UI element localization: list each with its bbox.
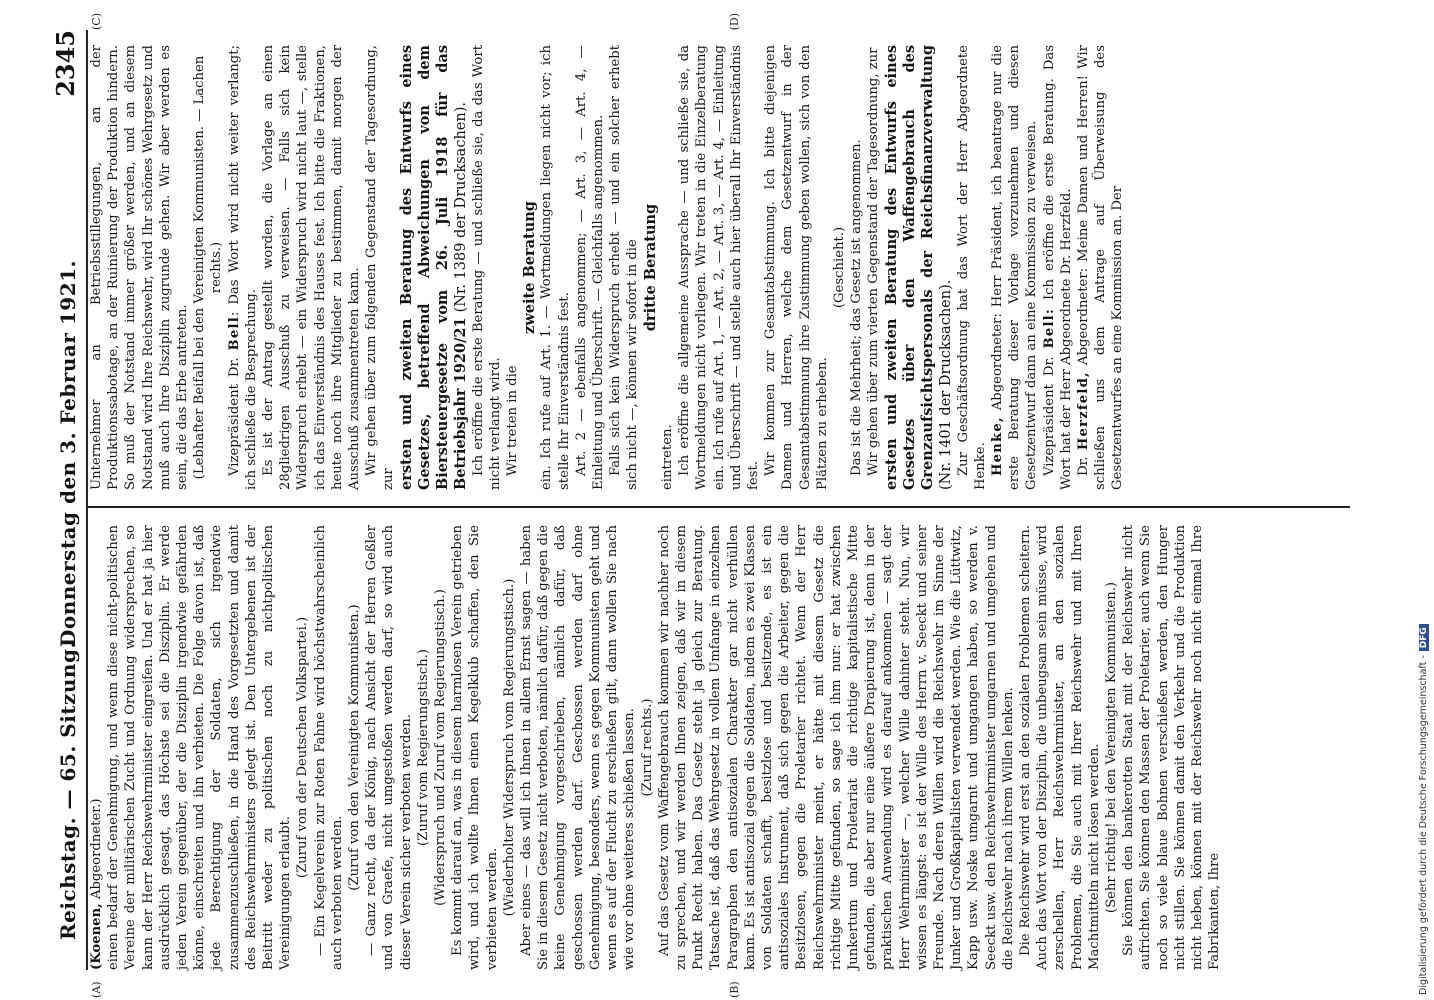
section-mark-d: (D) <box>728 13 741 31</box>
paragraph: Das ist die Mehrheit; das Gesetz ist angenommen. <box>849 139 865 476</box>
interjection: (Zuruf von der Deutschen Volkspartei.) <box>295 616 311 879</box>
agenda-reference: (Nr. 1401 der Drucksachen). <box>937 279 954 490</box>
speaker-name: Bell: <box>1041 308 1057 349</box>
column-divider <box>88 506 1350 508</box>
speech-text: Abgeordneter: Herr Präsident, ich beantrage nur die erste Beratung dieser Vorlage vorzunehmen und diesen Gesetzentwurf dann an eine Kommission zu verweisen. <box>989 45 1040 490</box>
agenda-title: ersten und zweiten Beratung des Entwurfs eines Gesetzes über den Waffengebrauch des Grenzaufsichtspersonals der Reichsfinanzverwaltung <box>882 45 936 490</box>
column-right <box>88 13 1360 490</box>
speaker-paragraph: Vizepräsident Dr. Bell: Das Wort wird nicht weiter verlangt; ich schließe die Besprechung. <box>226 45 259 490</box>
paragraph: Es ist der Antrag gestellt worden, die Vorlage an einen 28gliedrigen Ausschuß zu verweisen. — Falls sich kein Widerspruch erhebt — ein Widerspruch wird nicht laut —, stelle ich das Einverständnis des Hauses fest. Ich bitte die Fraktionen, heute noch ihre Mitglieder zu bestimmen, damit morgen der Ausschuß zusammentreten kann. <box>261 45 363 490</box>
paragraph: eintreten. <box>659 424 675 490</box>
dfg-logo: DFG <box>1419 624 1429 651</box>
speaker-paragraph <box>1075 45 1127 490</box>
credit-text: Digitalisierung gefördert durch die Deutsche Forschungsgemeinschaft - <box>1418 655 1429 995</box>
speaker-line <box>88 525 105 970</box>
speaker-title: Dr. <box>1075 456 1091 476</box>
interjection: (Zuruf vom Regierungstisch.) <box>415 649 431 846</box>
paragraph: einen bedarf der Genehmigung, und wenn diese nicht-politischen Vereine der militärischen Zucht und Ordnung widersprechen, so kann der Herr Reichswehrminister eingreifen. Und er hat ja hier ausdrücklich gesagt, das Höchste sei die Disziplin. Er werde jeden Verein gegenüber, der die Disziplin irgendwie gefährden könne, einschreiten und ihn verbieten. Die Folge davon ist, daß jede Berechtigung der Soldaten, sich irgendwie zusammenzuschließen, in die Hand des Vorgesetzten und damit des Reichswehrministers gelegt ist. Den Untergebenen ist der Beitritt weder zu politischen noch zu nichtpolitischen Vereinigungen erlaubt. <box>106 525 294 970</box>
rotated-document-page <box>30 0 1360 1000</box>
paragraph: Ich eröffne die allgemeine Aussprache — und schließe sie, da Wortmeldungen nicht vorliegen. Wir treten in die Einzelberatung ein. Ich rufe auf Art. 1, — Art. 2, — Art. 3, — Art. 4, — Einleitung und Überschrift — und stelle auch hier überall Ihr Einverständnis fest. <box>677 45 761 490</box>
speaker-title: Vizepräsident Dr. <box>226 357 242 476</box>
speech-text: Ich eröffne die erste Beratung. Das Wort hat der Herr Abgeordnete Dr. Herzfeld. <box>1041 45 1074 490</box>
digitization-credit <box>1418 624 1429 995</box>
section-mark-c: (C) <box>90 13 103 30</box>
interjection: (Wiederholter Widerspruch vom Regierungstisch.) <box>501 578 517 917</box>
paragraph: Art. 2 — ebenfalls angenommen; — Art. 3, — Art. 4, — Einleitung und Überschrift. — Gleichfalls angenommen. <box>573 45 607 490</box>
speaker-name: (Koenen, <box>89 903 104 970</box>
paragraph: Wir treten in die <box>505 365 521 476</box>
header-session: Reichstag. — 65. Sitzung. <box>56 641 80 940</box>
speaker-paragraph <box>989 45 1041 490</box>
speaker-name: Bell <box>226 316 242 351</box>
section-heading: zweite Beratung <box>521 201 539 334</box>
paragraph: Ich eröffne die erste Beratung — und schließe sie, da das Wort nicht verlangt wird. <box>470 45 503 490</box>
speech-text: Das Wort wird nicht weiter verlangt; ich schließe die Besprechung. <box>226 45 259 490</box>
agenda-reference: (Nr. 1389 der Drucksachen). <box>452 102 469 313</box>
paragraph: Zur Geschäftsordnung hat das Wort der Herr Abgeordnete Henke. <box>955 45 988 490</box>
paragraph: Sie können den bankerotten Staat mit der Reichswehr nicht aufrichten. Sie können den Massen der Proletarier, auch wenn Sie noch so viele blaue Bohnen verschießen werden, den Hunger nicht stillen. Sie können damit den Verkehr und die Produktion nicht heben, können mit der Reichswehr noch nicht einmal Ihre Fabrikanten, Ihre <box>1121 525 1223 970</box>
text-columns <box>88 13 1360 998</box>
header-date: Donnerstag den 3. Februar 1921. <box>56 260 80 647</box>
interjection: (Zuruf rechts.) <box>639 698 655 797</box>
page-header <box>38 30 88 970</box>
speaker-paragraph <box>1041 45 1075 490</box>
paragraph: Wir gehen über zum folgenden Gegenstand der Tagesordnung, zur <box>364 45 397 490</box>
interjection: (Zuruf von den Vereinigten Kommunisten.) <box>347 604 363 891</box>
agenda-title: ersten und zweiten Beratung des Entwurfs eines Gesetzes, betreffend Abweichungen von dem Biersteuergesetze vom 26. Juli 1918 für das Betriebsjahr 1920/21 <box>397 45 469 490</box>
paragraph: Falls sich kein Widerspruch erhebt — und ein solcher erhebt sich nicht —, können wir sofort in die <box>608 45 641 490</box>
agenda-item-heading <box>398 45 470 490</box>
column-left <box>88 525 1360 998</box>
paragraph: Es kommt darauf an, was in diesem harmlosen Verein getrieben wird, und ich wollte Ihnen einen Kegelklub schaffen, den Sie verbieten werden. <box>450 525 500 970</box>
paragraph: Unternehmer an Betriebsstillegungen, an der Produktionssabotage, an der Ruinierung der Produktion hindern. So muß der Notstand immer größer werden, und an diesem Notstand wird Ihre Reichswehr, wird Ihr schönes Wehrgesetz und muß auch Ihre Disziplin zugrunde gehen. Wir aber werden es sein, die das Erbe antreten. <box>89 45 191 490</box>
interjection: (Sehr richtig! bei den Vereinigten Kommunisten.) <box>1103 581 1119 914</box>
paragraph: ein. Ich rufe auf Art. 1. — Wortmeldungen liegen nicht vor; ich stelle Ihr Einverständnis fest. <box>539 45 572 490</box>
paragraph: Aber eines — das will ich Ihnen in allem Ernst sagen — haben Sie in diesem Gesetz nicht verboten, nämlich dafür, daß gegen die keine Genehmigung vorgeschrieben, nämlich dafür, daß geschossen werden darf. Geschossen werden darf ohne Genehmigung, besonders, wenn es gegen Kommunisten geht und wenn es auf der Flucht zu erschießen gilt, dann wollen Sie nach wie vor ohne weiteres schießen lassen. <box>519 525 638 970</box>
speaker-title: Vizepräsident Dr. <box>1041 356 1057 476</box>
paragraph: Auf das Gesetz vom Waffengebrauch kommen wir nachher noch zu sprechen, und wir werden Ihnen zeigen, daß wir in diesem Punkt Recht haben. Das Gesetz steht ja gleich zur Beratung. Tatsache ist, daß das Wehrgesetz in vollem Umfange in einzelnen Paragraphen den antisozialen Charakter gar nicht verhüllen kann. Es ist antisozial gegen die Soldaten, indem es zwei Klassen von Soldaten schafft, besitzlose und besitzende, es ist ein antisoziales Instrument, daß sich gegen die Arbeiter, gegen die Besitzlosen, gegen die Proletarier richtet. Wenn der Herr Reichswehrminister meint, er hätte mit diesem Gesetz die richtige Mitte gefunden, so sage ich ihm nur: er hat zwischen Junkertum und Proletariat die richtige kapitalistische Mitte gefunden, die aber nur eine äußere Drapierung ist, denn in der praktischen Anwendung wird es darauf ankommen — sagt der Herr Wehrminister —, welcher Wille dahinter steht. Nun, wir wissen es längst: es ist der Wille des Herrn v. Seeckt und seiner Freunde. Nach deren Willen wird die Reichswehr im Sinne der Junker und Großkapitalisten verwendet werden. Wie die Lüttwitz, Kapp usw. Noske umgarnt und umgangen haben, so werden v. Seeckt usw. den Reichswehrminister umgarnen und umgehen und die Reichswehr nach ihrem Willen lenken. <box>656 525 1016 970</box>
paragraph: Wir kommen zur Gesamtabstimmung. Ich bitte diejenigen Damen und Herren, welche dem Gesetzentwurf in der Gesamtabstimmung ihre Zustimmung geben wollen, sich von den Plätzen zu erheben. <box>763 45 830 490</box>
section-mark-a: (A) <box>90 981 103 998</box>
paragraph: Wir gehen über zum vierten Gegenstand der Tagesordnung, zur <box>866 47 882 476</box>
speaker-name: Henke, <box>989 416 1005 476</box>
interjection: (Widerspruch und Zuruf vom Regierungstisch.) <box>433 589 449 906</box>
speaker-name: Herzfeld, <box>1075 371 1091 451</box>
interjection: (Lebhafter Beifall bei den Vereinigten Kommunisten. — Lachen rechts.) <box>192 55 225 480</box>
speech-text: Abgeordneter: Meine Damen und Herren! Wir schließen uns dem Antrage auf Überweisung des Gesetzentwurfes an eine Kommission an. Der <box>1075 45 1126 490</box>
paragraph: Die Reichswehr wird erst an den sozialen Problemen scheitern. Auch das Wort von der Disziplin, die unbeugsam sein müsse, wird zerschellen, Herr Reichswehrminister, an den sozialen Problemen, die Sie auch mit Ihrer Reichswehr und mit Ihren Machtmitteln nicht lösen werden. <box>1017 525 1102 970</box>
speaker-role: Abgeordneter.) <box>89 798 104 900</box>
section-mark-b: (B) <box>728 981 741 998</box>
paragraph: — Ganz recht, da der König, nach Ansicht der Herren Geßler und von Graefe, nicht umgestoßen werden darf, so wird auch dieser Verein sicher verboten werden. <box>364 525 414 970</box>
paragraph: — Ein Kegelverein zur Roten Fahne wird höchstwahrscheinlich auch verboten werden. <box>312 525 345 970</box>
section-heading: dritte Beratung <box>641 203 659 332</box>
interjection: (Geschieht.) <box>831 226 847 309</box>
agenda-item-heading <box>883 45 955 490</box>
page-number: 2345 <box>51 30 80 97</box>
